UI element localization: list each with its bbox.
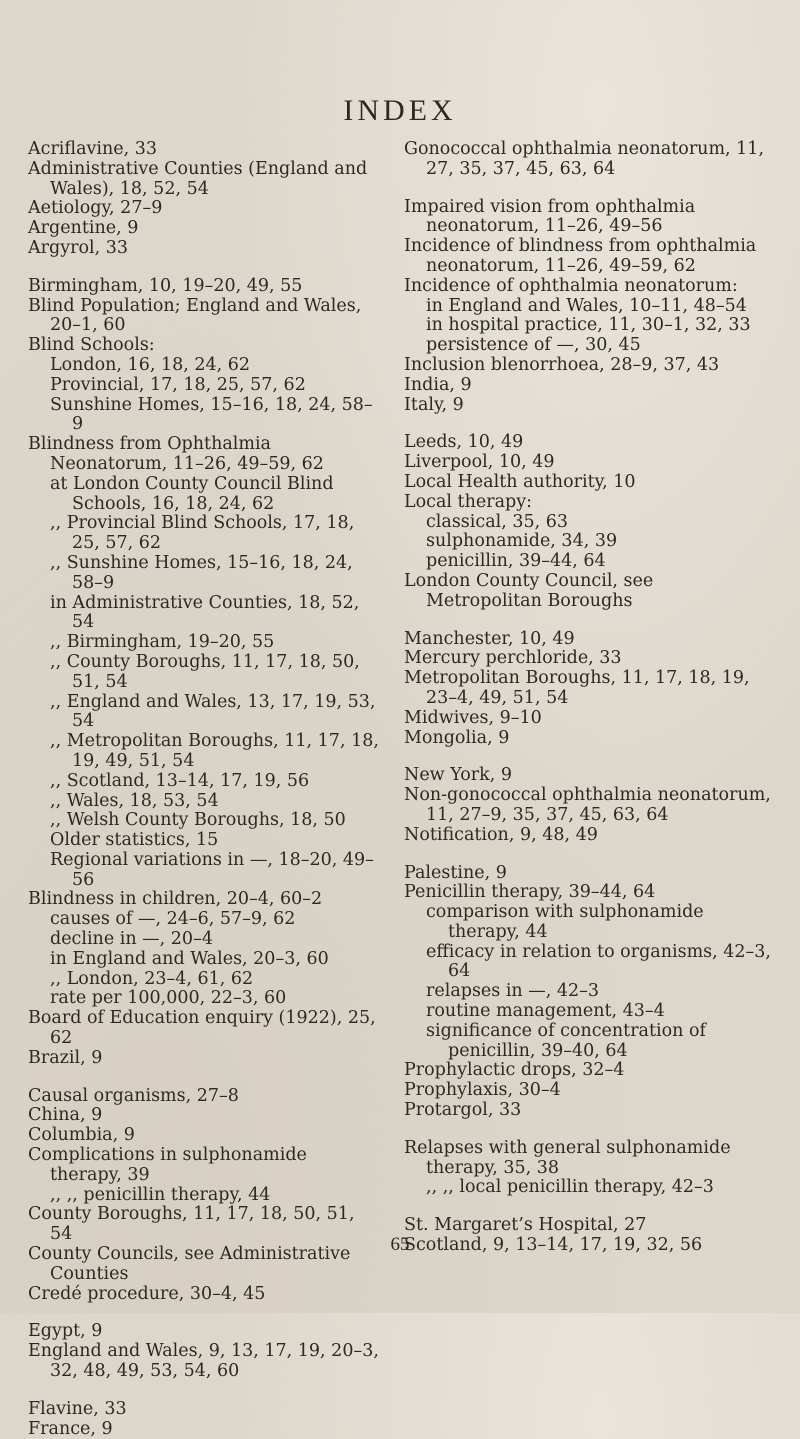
index-entry: Palestine, 9 xyxy=(404,862,507,883)
index-subentry: comparison with sulphonamide therapy, 44 xyxy=(426,902,704,942)
section-gap xyxy=(404,846,772,864)
index-subentry: decline in —, 20–4 xyxy=(50,929,213,950)
index-entry: Columbia, 9 xyxy=(28,1125,135,1146)
section-gap xyxy=(404,612,772,630)
section-gap xyxy=(28,1069,380,1087)
index-subentry: sulphonamide, 34, 39 xyxy=(426,531,618,552)
index-entry: Inclusion blenorrhoea, 28–9, 37, 43 xyxy=(404,354,720,375)
index-subentry: ,, Provincial Blind Schools, 17, 18, 25, 57, 62 xyxy=(50,513,355,554)
index-entry: Blind Schools: xyxy=(28,335,155,356)
index-entry: Non-gonococcal ophthalmia neonatorum, 11, 27–9, 35, 37, 45, 63, 64 xyxy=(404,785,771,825)
index-subentry: penicillin, 39–44, 64 xyxy=(426,551,606,572)
index-entry: London County Council, see Metropolitan Boroughs xyxy=(404,570,654,611)
index-subentry: ,, Metropolitan Boroughs, 11, 17, 18, 19, 49, 51, 54 xyxy=(50,731,379,771)
section-gap xyxy=(404,748,772,766)
index-subentry: at London County Council Blind Schools, 16, 18, 24, 62 xyxy=(50,473,334,514)
index-entry: Blind Population; England and Wales, 20–1, 60 xyxy=(28,295,362,336)
index-subentry: ,, Wales, 18, 53, 54 xyxy=(50,790,219,811)
index-subentry: in hospital practice, 11, 30–1, 32, 33 xyxy=(426,315,751,336)
index-entry: India, 9 xyxy=(404,374,472,395)
index-entry: New York, 9 xyxy=(404,765,513,786)
index-entry: Complications in sulphonamide therapy, 39 xyxy=(28,1145,307,1185)
index-entry: Aetiology, 27–9 xyxy=(28,198,163,219)
index-entry: Midwives, 9–10 xyxy=(404,707,542,728)
index-entry: Local therapy: xyxy=(404,491,532,512)
index-entry: Leeds, 10, 49 xyxy=(404,432,524,453)
index-entry: Metropolitan Boroughs, 11, 17, 18, 19, 23–4, 49, 51, 54 xyxy=(404,668,750,708)
index-entry: Liverpool, 10, 49 xyxy=(404,452,555,473)
index-subentry: classical, 35, 63 xyxy=(426,511,569,532)
index-subentry: in Administrative Counties, 18, 52, 54 xyxy=(50,592,360,633)
index-entry: Birmingham, 10, 19–20, 49, 55 xyxy=(28,275,303,296)
index-subentry: persistence of —, 30, 45 xyxy=(426,335,641,356)
index-entry: Blindness in children, 20–4, 60–2 xyxy=(28,889,323,910)
index-subentry: in England and Wales, 20–3, 60 xyxy=(50,948,329,969)
index-subentry: Regional variations in —, 18–20, 49–56 xyxy=(50,849,374,890)
index-entry: Prophylaxis, 30–4 xyxy=(404,1080,561,1101)
index-entry: Penicillin therapy, 39–44, 64 xyxy=(404,882,656,903)
index-entry: Protargol, 33 xyxy=(404,1100,522,1121)
index-entry: China, 9 xyxy=(28,1105,103,1126)
index-entry: Incidence of ophthalmia neonatorum: xyxy=(404,275,738,296)
index-entry: Egypt, 9 xyxy=(28,1321,103,1342)
index-entry: Gonococcal ophthalmia neonatorum, 11, 27, 35, 37, 45, 63, 64 xyxy=(404,139,765,179)
index-subentry: ,, Scotland, 13–14, 17, 19, 56 xyxy=(50,770,310,791)
index-subentry: ,, England and Wales, 13, 17, 19, 53, 54 xyxy=(50,691,376,732)
index-subentry: rate per 100,000, 22–3, 60 xyxy=(50,988,287,1009)
section-gap xyxy=(404,180,772,198)
index-entry: Blindness from Ophthalmia Neonatorum, 11–26, 49–59, 62 xyxy=(28,434,324,474)
index-entry: Argyrol, 33 xyxy=(28,237,128,258)
index-subentry: ,, Welsh County Boroughs, 18, 50 xyxy=(50,810,346,831)
index-subentry: ,, London, 23–4, 61, 62 xyxy=(50,968,254,989)
index-subentry: causes of —, 24–6, 57–9, 62 xyxy=(50,909,296,930)
index-subentry: ,, ,, penicillin therapy, 44 xyxy=(50,1184,271,1205)
section-gap xyxy=(404,415,772,433)
page-title: INDEX xyxy=(343,94,457,127)
index-entry: Scotland, 9, 13–14, 17, 19, 32, 56 xyxy=(404,1235,703,1256)
index-entry: Flavine, 33 xyxy=(28,1398,127,1419)
index-subentry: efficacy in relation to organisms, 42–3, 64 xyxy=(426,941,771,982)
index-entry: County Boroughs, 11, 17, 18, 50, 51, 54 xyxy=(28,1204,355,1245)
index-subentry: Sunshine Homes, 15–16, 18, 24, 58–9 xyxy=(50,394,373,435)
index-subentry: ,, Birmingham, 19–20, 55 xyxy=(50,632,275,653)
index-entry: Notification, 9, 48, 49 xyxy=(404,824,598,845)
index-entry: Mongolia, 9 xyxy=(404,727,510,748)
section-gap xyxy=(28,259,380,277)
index-entry: Administrative Counties (England and Wales), 18, 52, 54 xyxy=(28,158,368,199)
index-entry: Argentine, 9 xyxy=(28,218,139,239)
index-entry: Acriflavine, 33 xyxy=(28,139,158,159)
index-entry: Incidence of blindness from ophthalmia neonatorum, 11–26, 49–59, 62 xyxy=(404,236,757,276)
index-entry: France, 9 xyxy=(28,1418,113,1439)
index-subentry: significance of concentration of penicillin, 39–40, 64 xyxy=(426,1020,706,1061)
index-entry: Relapses with general sulphonamide therapy, 35, 38 xyxy=(404,1137,731,1178)
index-entry: Local Health authority, 10 xyxy=(404,471,636,492)
index-entry: St. Margaret’s Hospital, 27 xyxy=(404,1215,647,1236)
index-subentry: relapses in —, 42–3 xyxy=(426,981,600,1002)
index-subentry: routine management, 43–4 xyxy=(426,1001,665,1022)
section-gap xyxy=(404,1198,772,1216)
index-entry: Italy, 9 xyxy=(404,394,464,415)
index-subentry: ,, County Boroughs, 11, 17, 18, 50, 51, 54 xyxy=(50,651,360,692)
section-gap xyxy=(28,1304,380,1322)
index-column-right xyxy=(404,140,772,1256)
index-subentry: in England and Wales, 10–11, 48–54 xyxy=(426,295,747,316)
index-entry: Board of Education enquiry (1922), 25, 62 xyxy=(28,1008,376,1049)
index-subentry: ,, Sunshine Homes, 15–16, 18, 24, 58–9 xyxy=(50,552,353,593)
section-gap xyxy=(28,1382,380,1400)
index-entry: Causal organisms, 27–8 xyxy=(28,1085,239,1106)
index-entry: County Councils, see Administrative Counties xyxy=(28,1244,351,1284)
index-entry: Credé procedure, 30–4, 45 xyxy=(28,1283,266,1304)
index-subentry: Provincial, 17, 18, 25, 57, 62 xyxy=(50,374,306,395)
index-subentry: ,, ,, local penicillin therapy, 42–3 xyxy=(426,1177,714,1198)
index-entry: Impaired vision from ophthalmia neonatorum, 11–26, 49–56 xyxy=(404,196,696,237)
index-subentry: Older statistics, 15 xyxy=(50,830,219,851)
index-subentry: London, 16, 18, 24, 62 xyxy=(50,354,251,375)
index-entry: Brazil, 9 xyxy=(28,1047,103,1068)
index-entry: Prophylactic drops, 32–4 xyxy=(404,1060,625,1081)
section-gap xyxy=(404,1121,772,1139)
index-entry: Mercury perchloride, 33 xyxy=(404,648,622,669)
index-entry: Manchester, 10, 49 xyxy=(404,628,575,649)
index-entry: England and Wales, 9, 13, 17, 19, 20–3, 32, 48, 49, 53, 54, 60 xyxy=(28,1341,379,1382)
page-number: 65 xyxy=(390,1234,410,1255)
